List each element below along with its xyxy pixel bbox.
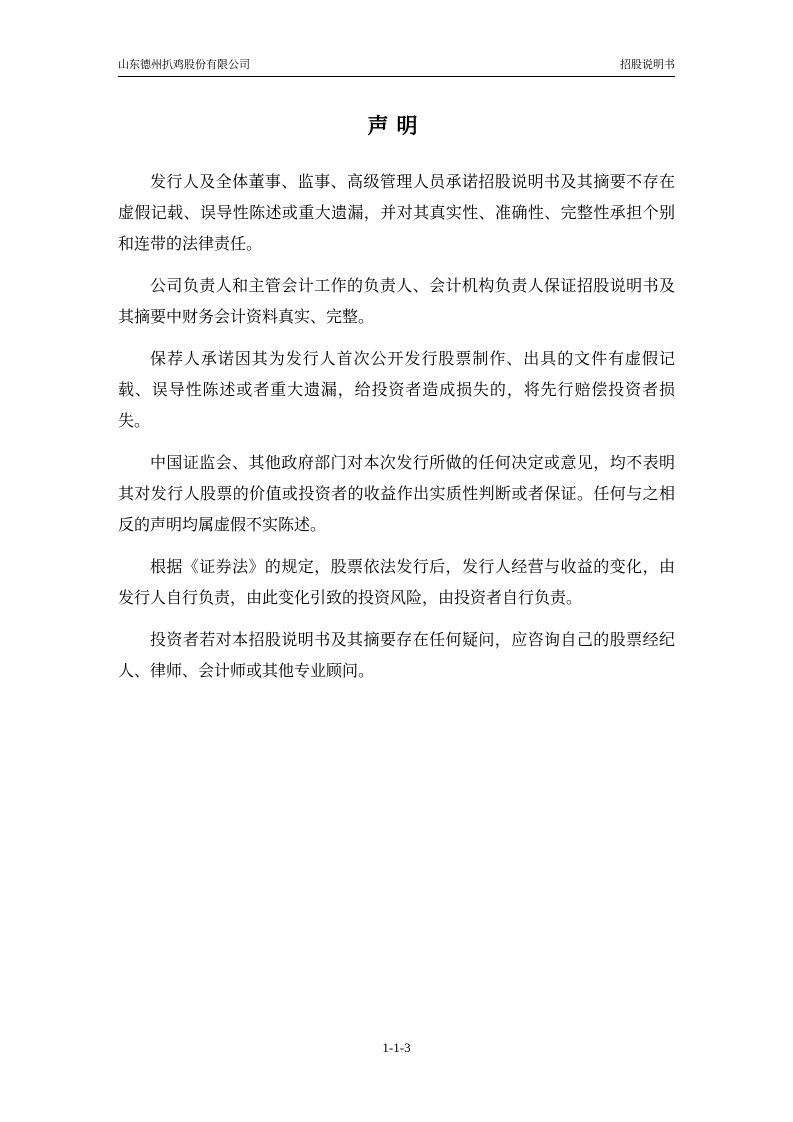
page-title: 声明 [367, 114, 426, 138]
paragraph: 根据《证券法》的规定，股票依法发行后，发行人经营与收益的变化，由发行人自行负责，由此变化引致的投资风险，由投资者自行负责。 [118, 557, 675, 607]
paragraph: 保荐人承诺因其为发行人首次公开发行股票制作、出具的文件有虚假记载、误导性陈述或者重大遗漏，给投资者造成损失的，将先行赔偿投资者损失。 [118, 349, 675, 430]
paragraph: 发行人及全体董事、监事、高级管理人员承诺招股说明书及其摘要不存在虚假记载、误导性陈述或重大遗漏，并对其真实性、准确性、完整性承担个别和连带的法律责任。 [118, 172, 675, 253]
declaration-body [118, 166, 675, 697]
page-number: 1-1-3 [382, 1040, 411, 1055]
paragraph: 投资者若对本招股说明书及其摘要存在任何疑问，应咨询自己的股票经纪人、律师、会计师或其他专业顾问。 [118, 630, 675, 680]
paragraph: 中国证监会、其他政府部门对本次发行所做的任何决定或意见，均不表明其对发行人股票的价值或投资者的收益作出实质性判断或者保证。任何与之相反的声明均属虚假不实陈述。 [118, 453, 675, 534]
header-company-name: 山东德州扒鸡股份有限公司 [118, 58, 250, 71]
header-document-type: 招股说明书 [620, 58, 675, 71]
paragraph: 公司负责人和主管会计工作的负责人、会计机构负责人保证招股说明书及其摘要中财务会计资料真实、完整。 [118, 276, 675, 326]
page-header [118, 55, 675, 77]
